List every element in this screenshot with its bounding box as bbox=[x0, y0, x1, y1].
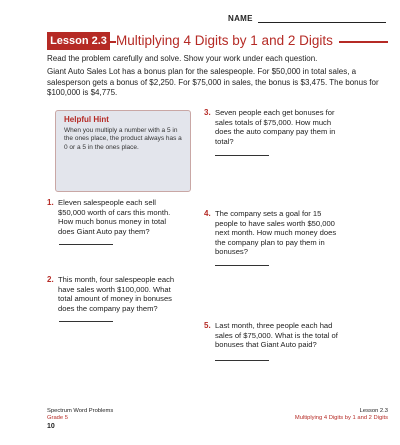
answer-line-2[interactable] bbox=[59, 321, 113, 322]
grade-label: Grade 5 bbox=[47, 415, 68, 422]
problem-number: 1. bbox=[47, 198, 54, 207]
lesson-title: Multiplying 4 Digits by 1 and 2 Digits bbox=[116, 31, 339, 51]
answer-line-4[interactable] bbox=[215, 265, 269, 266]
name-line[interactable] bbox=[258, 22, 386, 23]
instructions: Read the problem carefully and solve. Show your work under each question. bbox=[47, 54, 318, 63]
problem-text: This month, four salespeople each have sales worth $100,000. What total amount of money in bonuses does the company pay them? bbox=[58, 275, 175, 313]
footer-lesson-title: Multiplying 4 Digits by 1 and 2 Digits bbox=[294, 415, 388, 422]
problem-2 bbox=[47, 275, 187, 335]
problem-text: The company sets a goal for 15 people to have sales worth $50,000 next month. How much money does the company plan to pay them in bonuses? bbox=[215, 209, 337, 257]
footer-right bbox=[295, 408, 388, 423]
problem-text: Last month, three people each had sales of $75,000. What is the total of bonuses that Giant Auto paid? bbox=[215, 321, 338, 350]
lesson-badge: Lesson 2.3 bbox=[47, 32, 110, 50]
problem-number: 4. bbox=[204, 209, 211, 218]
name-label: NAME bbox=[228, 14, 253, 23]
problem-1 bbox=[47, 198, 187, 258]
hint-text: When you multiply a number with a 5 in the ones place, the product always has a 0 or a 5 in the ones place. bbox=[64, 127, 182, 151]
scenario-text: Giant Auto Sales Lot has a bonus plan for the salespeople. For $50,000 in total sales, a salesperson gets a bonus of $2,250. For $75,000 in sales, the bonus is $3,475. The bonus for $100,000 is $4,775. bbox=[47, 67, 379, 97]
footer-left bbox=[47, 408, 113, 430]
problem-number: 5. bbox=[204, 321, 211, 330]
problem-4 bbox=[204, 209, 354, 269]
name-field bbox=[228, 14, 388, 26]
problem-number: 2. bbox=[47, 275, 54, 284]
problem-text: Eleven salespeople each sell $50,000 worth of cars this month. How much bonus money in total does Giant Auto pay them? bbox=[58, 198, 171, 236]
helpful-hint-box bbox=[55, 110, 191, 192]
book-title: Spectrum Word Problems bbox=[47, 408, 114, 414]
problem-text: Seven people each get bonuses for sales totals of $75,000. How much does the auto company pay them in total? bbox=[215, 108, 336, 146]
problem-number: 3. bbox=[204, 108, 211, 117]
answer-line-5[interactable] bbox=[215, 360, 269, 361]
answer-line-1[interactable] bbox=[59, 244, 113, 245]
page-number: 10 bbox=[47, 422, 55, 430]
problem-3 bbox=[204, 108, 354, 158]
footer-lesson: Lesson 2.3 bbox=[359, 408, 388, 414]
answer-line-3[interactable] bbox=[215, 155, 269, 156]
hint-title: Helpful Hint bbox=[64, 115, 109, 124]
